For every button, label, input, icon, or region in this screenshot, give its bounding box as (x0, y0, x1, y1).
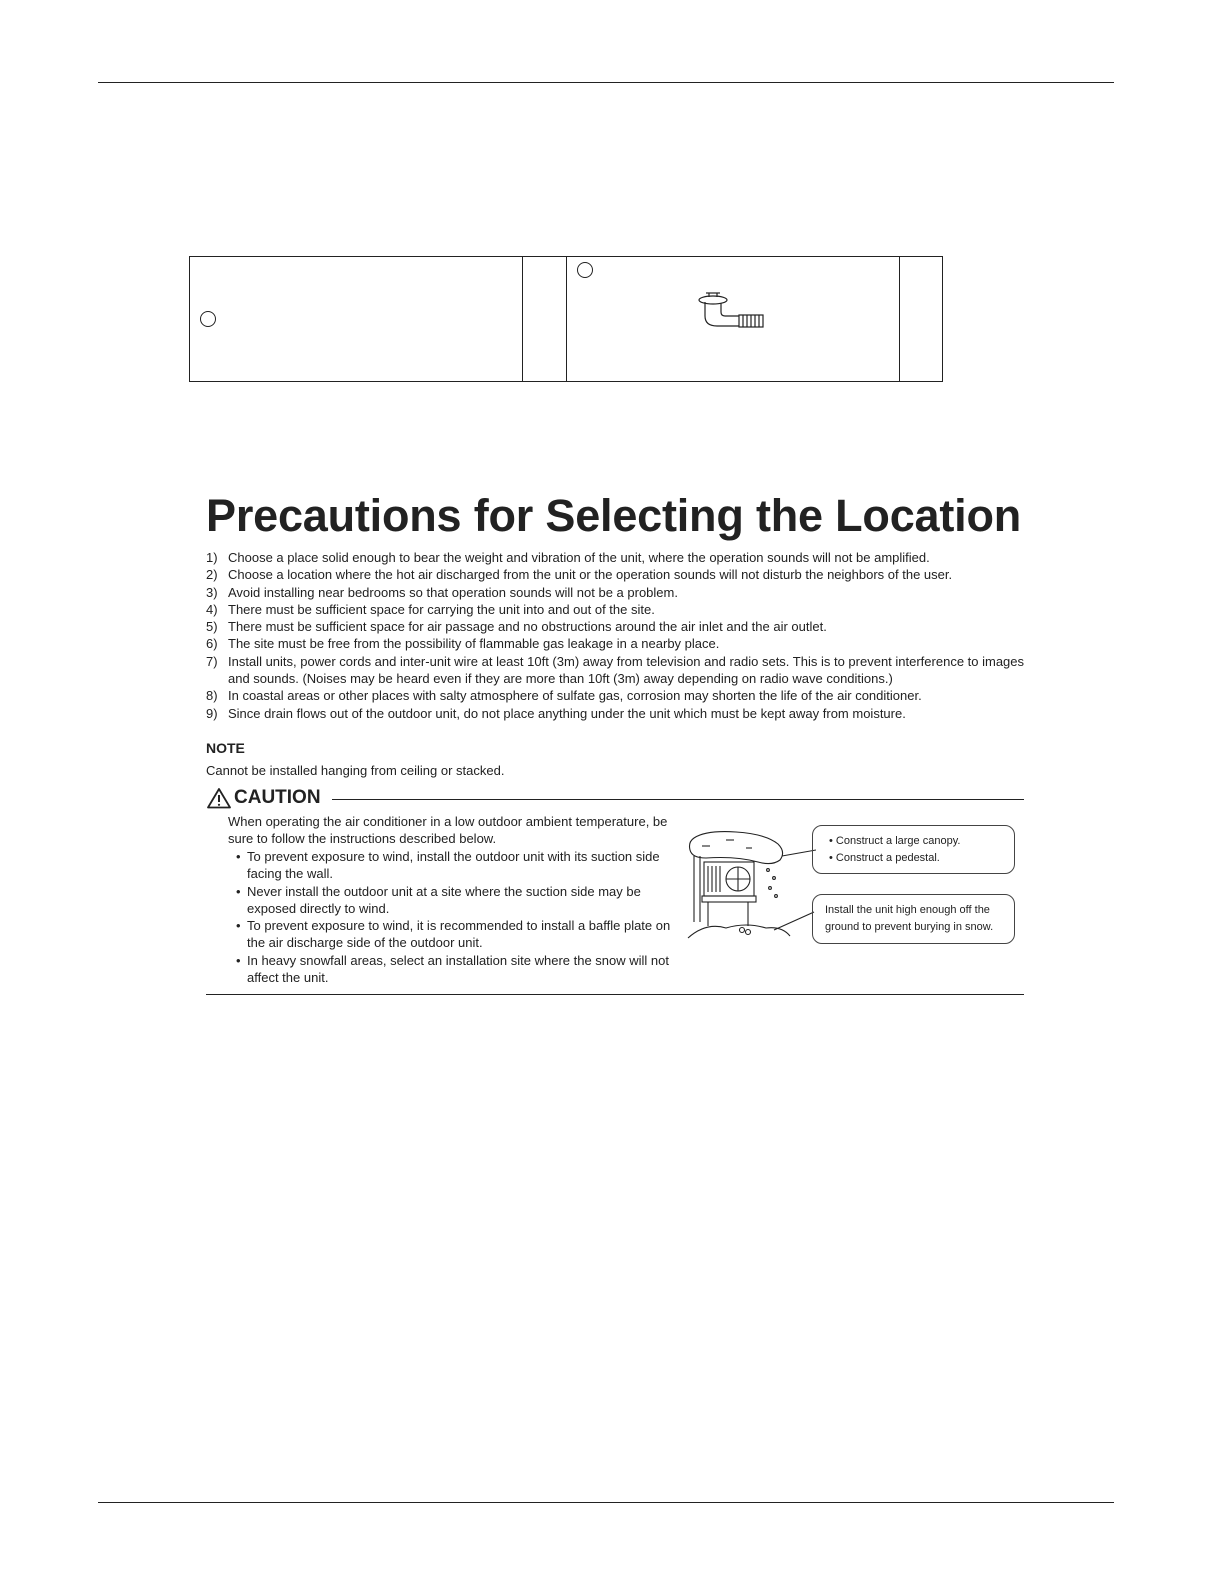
drain-elbow-icon (695, 290, 775, 338)
list-item (206, 705, 1036, 722)
list-item (206, 584, 1036, 601)
callout-text: Install the unit high enough off the ground to prevent burying in snow. (825, 904, 994, 933)
bullet-icon: • (236, 849, 241, 864)
list-item (206, 549, 1036, 566)
list-item (206, 566, 1036, 583)
item-number: 5) (206, 619, 218, 635)
footer-rule (98, 1502, 1114, 1503)
header-rule (98, 82, 1114, 83)
item-number: 2) (206, 567, 218, 583)
item-number: 3) (206, 584, 218, 600)
caution-rule (332, 799, 1024, 800)
warning-triangle-icon (206, 787, 232, 809)
caution-header (206, 787, 321, 809)
list-item (236, 917, 676, 952)
list-item (206, 653, 1036, 688)
parts-table-cell-part-2 (567, 257, 900, 381)
bullet-icon: • (236, 883, 241, 899)
note-text: Cannot be installed hanging from ceiling or stacked. (206, 763, 505, 778)
callout-line: • Construct a large canopy. (829, 835, 961, 847)
list-item (236, 848, 676, 883)
item-text: There must be sufficient space for air passage and no obstructions around the air inlet and the air outlet. (228, 619, 827, 635)
caution-bullet-text: To prevent exposure to wind, install the outdoor unit with its suction side facing the wall. (247, 849, 660, 882)
item-text: Install units, power cords and inter-unit wire at least 10ft (3m) away from television and radio sets. This is to prevent interference to images and sounds. (Noises may be heard even if they are more than 10ft (3m) away depending on radio wave conditions.) (228, 653, 1025, 687)
item-number: 8) (206, 688, 218, 704)
snow-canopy-illustration (686, 826, 816, 946)
parts-table-cell-part-1 (190, 257, 523, 381)
list-item (206, 687, 1036, 704)
snow-height-callout (812, 894, 1015, 944)
canopy-callout (812, 825, 1015, 874)
item-number: 4) (206, 601, 218, 617)
parts-table (189, 256, 943, 382)
caution-bullet-text: Never install the outdoor unit at a site where the suction side may be exposed directly to wind. (247, 883, 641, 916)
item-number: 6) (206, 636, 218, 652)
item-number: 7) (206, 653, 218, 669)
caution-intro: When operating the air conditioner in a low outdoor ambient temperature, be sure to follow the instructions described below. (228, 814, 668, 847)
caution-bullet-text: In heavy snowfall areas, select an installation site where the snow will not affect the unit. (247, 952, 669, 986)
caution-list (236, 848, 676, 986)
item-number: 9) (206, 705, 218, 721)
caution-bottom-rule (206, 994, 1024, 995)
item-text: Choose a location where the hot air discharged from the unit or the operation sounds will not disturb the neighbors of the user. (228, 567, 953, 583)
item-number: 1) (206, 550, 218, 565)
item-text: The site must be free from the possibility of flammable gas leakage in a nearby place. (228, 636, 720, 652)
circle-marker (200, 311, 216, 327)
item-text: Avoid installing near bedrooms so that operation sounds will not be a problem. (228, 584, 678, 600)
circle-marker (577, 262, 593, 278)
bullet-icon: • (236, 952, 241, 968)
item-text: There must be sufficient space for carrying the unit into and out of the site. (228, 601, 655, 617)
caution-bullet-text: To prevent exposure to wind, it is recommended to install a baffle plate on the air discharge side of the outdoor unit. (247, 918, 671, 951)
item-text: Choose a place solid enough to bear the weight and vibration of the unit, where the operation sounds will not be amplified. (228, 550, 930, 565)
list-item (236, 883, 676, 918)
precautions-list (206, 549, 1036, 722)
callout-line: • Construct a pedestal. (829, 852, 940, 864)
list-item (206, 601, 1036, 618)
bullet-icon: • (236, 918, 241, 934)
note-heading: NOTE (206, 740, 245, 756)
list-item (206, 618, 1036, 635)
page-title: Precautions for Selecting the Location (206, 490, 1022, 541)
parts-table-cell-qty-2 (900, 257, 944, 381)
caution-title: CAUTION (234, 787, 321, 808)
list-item (236, 952, 676, 987)
item-text: In coastal areas or other places with salty atmosphere of sulfate gas, corrosion may shorten the life of the air conditioner. (228, 688, 922, 704)
parts-table-cell-qty-1 (523, 257, 567, 381)
item-text: Since drain flows out of the outdoor unit, do not place anything under the unit which must be kept away from moisture. (228, 705, 906, 721)
list-item (206, 635, 1036, 652)
